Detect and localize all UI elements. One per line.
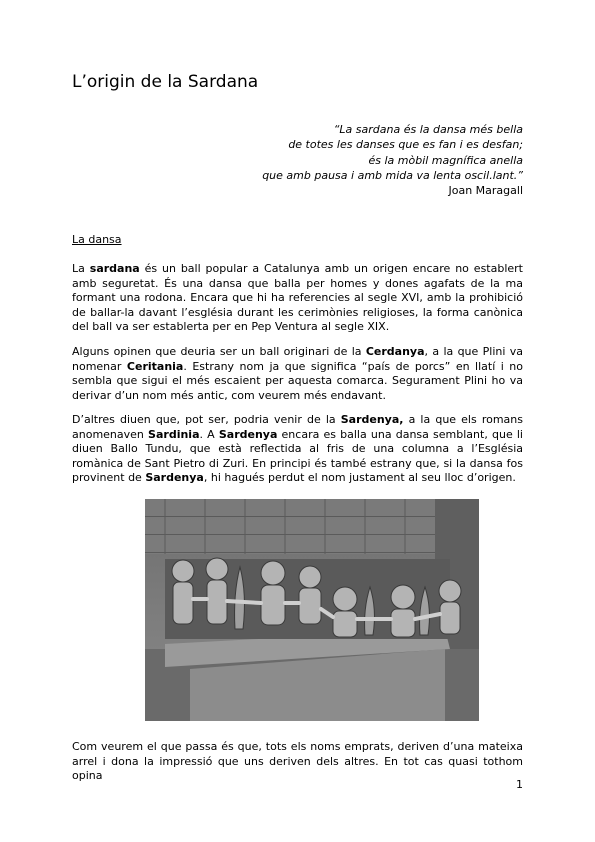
text-run: Alguns opinen que deuria ser un ball originari de la [72,345,366,358]
text-run: encara es balla una dansa semblant, que li diuen Ballo Tundu, que està reflectida al fris de una columna a l’Església romànica de Sant Pietro di Zuri. En principi és també estrany que, si la dansa fos provinent de [72,427,523,485]
bold-term: Sardenya [218,427,278,441]
romanesque-frieze-photo [145,499,479,721]
bold-term: Sardenya [145,471,204,485]
paragraph [72,345,523,403]
text-run: , hi hagués perdut el nom justament al seu lloc d’origen. [203,471,516,485]
text-run: , a la que Plini va nomenar [72,345,523,373]
epigraph [262,122,523,198]
bold-term: Sardenya, [340,413,404,426]
epigraph-author: Joan Maragall [448,184,523,198]
epigraph-line: és la mòbil magnífica anella [368,153,523,167]
paragraph [72,740,523,784]
text-run: és un ball popular a Catalunya amb un origen encare no establert amb seguretat. És una dansa que balla per homes y dones agafats de la ma formant una rodona. Encara que hi ha referencies al segle XVI, amb la prohibició de ballar-la davant l’església durant les cerimònies religioses, la forma canònica del ball va ser establerta per en Pep Ventura al segle XIX. [72,262,523,334]
bold-term: Ceritania [126,359,184,373]
bold-term: Cerdanya [365,345,425,358]
page-title: L’origin de la Sardana [72,72,259,92]
epigraph-line: de totes les danses que es fan i es desfan; [288,138,523,152]
epigraph-line: “La sardana és la dansa més bella [333,123,523,136]
paragraph [72,262,523,335]
bold-term: sardana [89,262,140,275]
section-heading: La dansa [72,233,122,246]
text-run: La [72,262,90,275]
text-run: Com veurem el que passa és que, tots els noms emprats, deriven d’una mateixa arrel i dona la impressió que uns deriven dels altres. En tot cas quasi tothom opina [72,740,523,783]
text-run: . A [199,427,219,441]
bold-term: Sardinia [148,427,200,441]
paragraph [72,413,523,486]
text-run: . Estrany nom ja que significa “país de porcs” en llatí i no sembla que sigui el més escaient per aquesta comarca. Segurament Plini ho va derivar d’un nom més antic, com veurem més endavant. [72,359,523,402]
page-number: 1 [516,778,523,791]
text-run: D’altres diuen que, pot ser, podria venir de la [72,413,341,426]
epigraph-line: que amb pausa i amb mida va lenta oscil.lant.” [262,168,523,182]
text-run: a la que els romans anomenaven [72,413,523,441]
